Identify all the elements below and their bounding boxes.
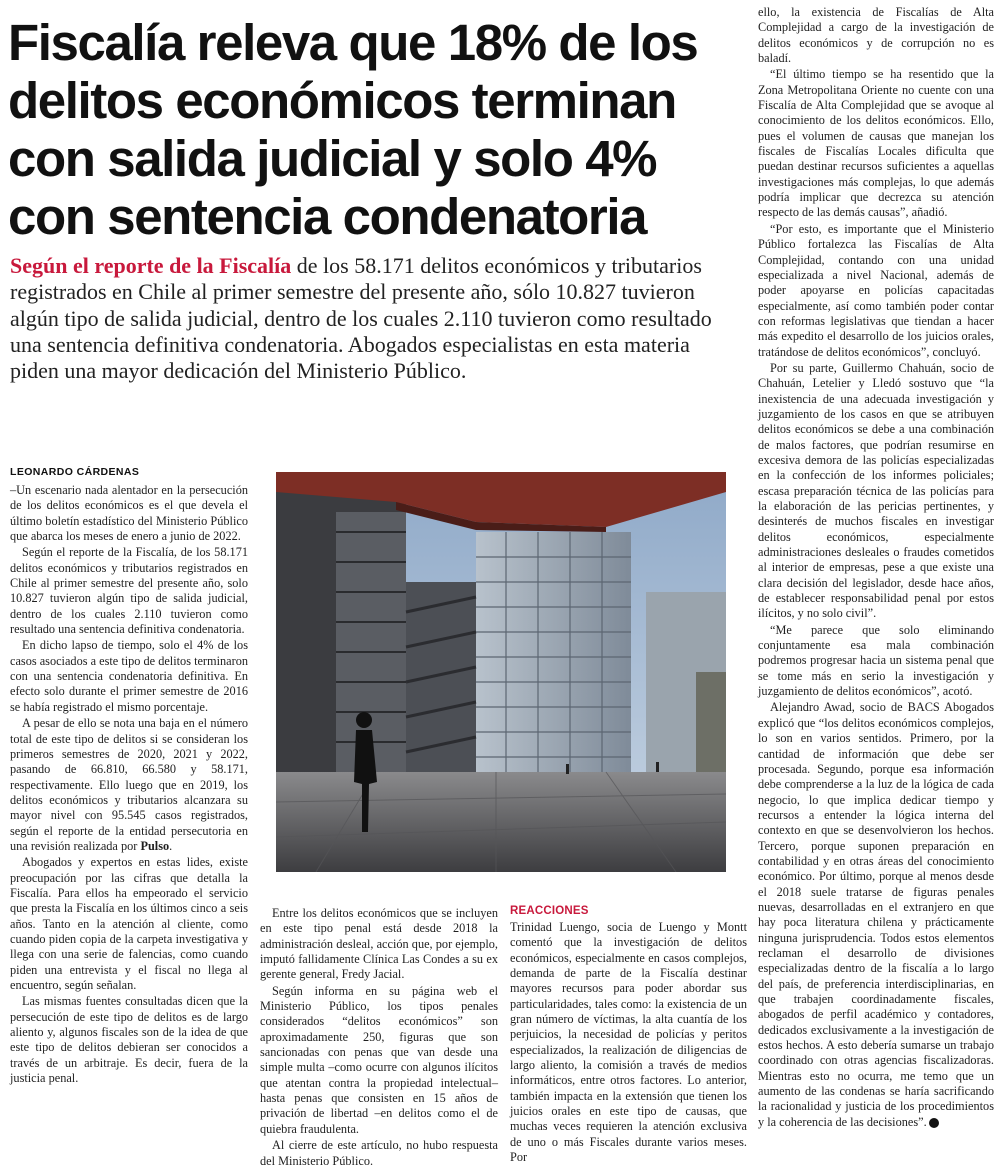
article-column-4 — [758, 5, 994, 1131]
paragraph-text: Alejandro Awad, socio de BACS Abogados explicó que “los delitos económicos complejos, lo son en varios sentidos. Primero, por la cantidad de información que debe ser procesada. Segundo, porque esa información debe comprenderse a la luz de la lógica de cada negocio, lo que implica dedicar tiempo y recursos a entender la lógica interna del contexto en que se desenvolvieron los hechos. Tercero, porque suponen preparación en contabilidad y en otras áreas del conocimiento económico. Por último, porque al menos desde el 2018 suele tratarse de figuras penales nuevas, desarrolladas en el extranjero en que hay poca literatura chilena y prácticamente ninguna jurisprudencia. Todos estos elementos reclaman el desarrollo de divisiones especializadas dentro de la fiscalía a lo largo del país, de preferencia interdisciplinarias, en que trabajen coordinadamente fiscales, abogados de perfil académico y contadores, dedicados exclusivamente a la investigación de estos hechos. A esto debería sumarse un trabajo coordinado con otras agencias fiscalizadoras. Mientras esto no ocurra, me temo que un aumento de las condenas se haría sacrificando la racionalidad y justicia de los procedimientos y la coherencia de las decisiones”. — [758, 700, 994, 1129]
article-paragraph: Trinidad Luengo, socia de Luengo y Montt comentó que la investigación de delitos económicos, especialmente en casos complejos, demanda de parte de la Fiscalía destinar mayores recursos para poder abordar sus particularidades, tales como: la existencia de un gran número de víctimas, la alta cuantía de los perjuicios, la necesidad de policías y peritos especializados, la realización de diligencias de largo aliento, la comisión a través de medios informáticos, entre otros factores. Lo anterior, también impacta en la extensión que tienen los juicios orales en este tipo de causas, que muchas veces requieren la atención exclusiva de uno o más Fiscales durante varios meses. Por — [510, 920, 747, 1165]
article-column-2 — [260, 906, 498, 1170]
headline: Fiscalía releva que 18% de los delitos económicos terminan con salida judicial y solo 4% con sentencia condenatoria — [8, 14, 698, 245]
article-paragraph: “Por esto, es importante que el Ministerio Público fortalezca las Fiscalías de Alta Complejidad, contando con una unidad especializada a nivel Nacional, además de poder apoyarse en policías capacitadas especialmente, así como también poder contar con reformas legislativas que tiendan a hacer más expedito el desarrollo de los juicios orales, tratándose de delitos económicos”, concluyó. — [758, 221, 994, 359]
section-heading-reacciones: REACCIONES — [510, 905, 589, 917]
article-paragraph: En dicho lapso de tiempo, solo el 4% de los casos asociados a este tipo de delitos terminaron con una sentencia condenatoria definitiva. En efecto solo durante el primer semestre de 2016 se había registrado el mismo porcentaje. — [10, 638, 249, 714]
article-paragraph: “El último tiempo se ha resentido que la Zona Metropolitana Oriente no cuente con una Fiscalía de Alta Complejidad que se avoque al conocimiento de los delitos económicos. Ello, pues el volumen de causas que manejan los fiscales de Fiscalías Locales dificulta que puedan destinar recursos suficientes a aquellas investigaciones más complejas, lo que además podría implicar que decrezca su atención respecto de las demás causas”, añadió. — [758, 67, 994, 220]
byline: LEONARDO CÁRDENAS — [10, 466, 140, 478]
article-paragraph: Según el reporte de la Fiscalía, de los 58.171 delitos económicos y tributarios registrados en Chile al primer semestre del presente año, solo 10.827 tuvieron algún tipo de salida judicial, dentro de los cuales 2.110 tuvieron como resultado una sentencia definitiva condenatoria. — [10, 545, 248, 637]
publication-name: Pulso — [140, 838, 170, 853]
article-paragraph: Las mismas fuentes consultadas dicen que la persecución de este tipo de delitos es de largo aliento y, algunos fiscales son de la idea de que este tipo de delitos debieran ser conocidos a través de un arbitraje. Es decir, fuera de la justicia penal. — [10, 994, 248, 1086]
article-paragraph: –Un escenario nada alentador en la persecución de los delitos económicos es el que devela el último boletín estadístico del Ministerio Público que abarca los meses de enero a junio de 2022. — [10, 483, 248, 544]
lead-paragraph — [10, 253, 740, 384]
lead-text: de los 58.171 delitos económicos y tributarios registrados en Chile al primer semestre del presente año, sólo 10.827 tuvieron algún tipo de salida judicial, dentro de los cuales 2.110 tuvieron como resultado una sentencia definitiva condenatoria. Abogados especialistas en esta materia piden una mayor dedicación del Ministerio Público. — [10, 253, 712, 384]
lead-kicker: Según el reporte de la Fiscalía — [10, 253, 292, 278]
article-paragraph — [10, 716, 248, 854]
article-paragraph: “Me parece que solo eliminando conjuntamente esa mala combinación podremos progresar hacia un sistema penal que se tome más en serio la investigación y juzgamiento de delitos económicos”, acotó. — [758, 622, 994, 699]
article-paragraph: Abogados y expertos en estas lides, existe preocupación por las cifras que detalla la Fiscalía. Para ellos ha empeorado el servicio que presta la Fiscalía en los últimos cinco a seis años. Tanto en la atención al cliente, como cuando piden copia de la carpeta investigativa y llega con una serie de falencias, como cuando piden una entrevista y el fiscal no llega al encuentro, según señalan. — [10, 855, 248, 992]
article-column-3 — [510, 920, 747, 1167]
article-paragraph: ello, la existencia de Fiscalías de Alta Complejidad a cargo de la investigación de delitos económicos y de corrupción no es baladí. — [758, 5, 994, 66]
article-column-1 — [10, 483, 248, 1087]
article-paragraph — [758, 700, 994, 1130]
building-photo-illustration — [276, 472, 726, 872]
paragraph-text: . — [169, 838, 173, 853]
article-paragraph: Según informa en su página web el Ministerio Público, los tipos penales considerados “delitos económicos” son aproximadamente 250, figuras que son sancionadas con penas que van desde una simple multa –como ocurre con algunos ilícitos que atentan contra la propiedad intelectual– hasta penas que consisten en 15 años de privación de libertad –en delitos como el de quiebra fraudulenta. — [260, 983, 498, 1136]
end-of-article-icon — [929, 1118, 939, 1128]
article-paragraph: Al cierre de este artículo, no hubo respuesta del Ministerio Público. — [260, 1138, 498, 1168]
building-photo — [276, 472, 726, 872]
article-paragraph: Por su parte, Guillermo Chahuán, socio de Chahuán, Letelier y Lledó sostuvo que “la inexistencia de una adecuada investigación y juzgamiento de los casos en que se atribuyen delitos económicos se debe a una combinación de malos factores, que podrían resumirse en excesiva demora de las policías especializadas en la confección de los informes policiales; escasa preparación técnica de las policías para la elaboración de las pericias pertinentes, y desinterés de muchos fiscales en investigar delitos económicos, especialmente administraciones desleales o fraudes cometidos al interior de empresas, pese a que existe una clara decisión del legislador, desde hace años, de establecer responsabilidad penal por estos ilícitos, y no solo civil”. — [758, 360, 994, 621]
article-paragraph: Entre los delitos económicos que se incluyen en este tipo penal está desde 2018 la administración desleal, acción que, por ejemplo, imputó fallidamente Clínica Las Condes a su ex gerente general, Fredy Jacial. — [260, 906, 498, 982]
paragraph-text: A pesar de ello se nota una baja en el número total de este tipo de delitos si se consideran los primeros semestres de 2020, 2021 y 2022, pasando de 66.810, 66.580 y 58.171, respectivamente. Ello luego que en 2019, los delitos económicos y tributarios alcanzara su mayor nivel con 95.545 casos registrados, según el reporte de la entidad persecutoria en una revisión realizada por — [10, 716, 248, 853]
